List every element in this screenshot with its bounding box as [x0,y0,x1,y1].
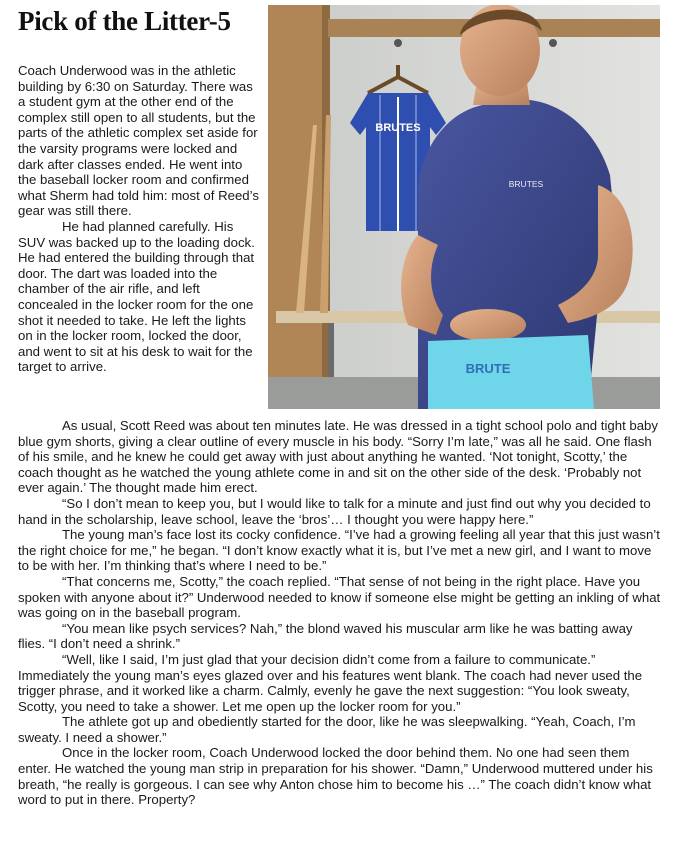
story-paragraph: “That concerns me, Scotty,” the coach replied. “That sense of not being in the right place. Have you spoken with anyone about it?” Underwood needed to know if someone else might be getting an inkling of what was going on in the baseball program. [18,573,661,621]
page-title: Pick of the Litter-5 [18,6,231,36]
story-paragraph: Once in the locker room, Coach Underwood locked the door behind them. No one had seen them enter. He watched the young man strip in preparation for his shower. “Damn,” Underwood muttered under his breath, “he really is gorgeous. I can see why Anton chose him to become his …” The coach didn’t know what word to put in there. Property? [18,745,653,808]
story-paragraph: “Well, like I said, I’m just glad that your decision didn’t come from a failure to communicate.” Immediately the young man’s eyes glazed over and his features went blank. The coach had never used the trigger phrase, and it worked like a charm. Calmly, evenly he gave the next suggestion: “You look sweaty, Scotty, you need to take a shower. Let me open up the locker room for you.” [18,651,643,714]
story-paragraph: “You mean like psych services? Nah,” the blond waved his muscular arm like he was batting away flies. “I don’t need a shrink.” [18,620,633,652]
story-paragraph: The athlete got up and obediently started for the door, like he was sleepwalking. “Yeah, Coach, I’m sweaty. I need a shower.” [18,714,636,745]
story-paragraph: “So I don’t mean to keep you, but I would like to talk for a minute and just find out why you decided to hand in the scholarship, leave school, leave the ‘bros’… I thought you were happy here.” [18,495,651,527]
locker-room-illustration [268,5,660,409]
jersey-text: BRUTES [375,122,421,134]
polo-text: BRUTES [508,179,544,189]
story-paragraph: As usual, Scott Reed was about ten minutes late. He was dressed in a tight school polo and tight baby blue gym shorts, giving a clear outline of every muscle in his body. “Sorry I’m late,” was all he said. One flash of his smile, and he knew he could get away with just about anything he wanted. ‘Not tonight, Scotty,’ the coach thought as he watched the young athlete come in and sit on the other side of the desk. ‘Probably not ever again.’ The thought made him erect. [18,418,658,496]
story-body [18,418,661,808]
gym-shorts [428,335,594,409]
hands [450,309,526,341]
locker-frame [268,5,328,409]
story-paragraph: He had planned carefully. His SUV was backed up to the loading dock. He had entered the building through that door. The dart was loaded into the chamber of the air rifle, and left concealed in the locker room for the one shot it needed to take. He left the lights on in the locker room, locked the door, and went to sit at his desk to wait for the target to arrive. [18,218,255,375]
story-column [18,63,260,375]
story-paragraph: The young man’s face lost its cocky confidence. “I’ve had a growing feeling all year that this just wasn’t the right choice for me,” he began. “I don’t know exactly what it is, but I’ve met a new girl, and I want to move to be with her. I’m thinking that’s where I need to be.” [18,527,660,574]
shorts-text: BRUTE [465,361,511,376]
illustration [268,5,660,409]
story-paragraph: Coach Underwood was in the athletic building by 6:30 on Saturday. There was a student gym at the other end of the complex still open to all students, but the parts of the athletic complex set aside for the varsity programs were locked and dark after classes ended. He went into the baseball locker room and confirmed what Sherm had told him: most of Reed’s gear was still there. [18,63,259,219]
